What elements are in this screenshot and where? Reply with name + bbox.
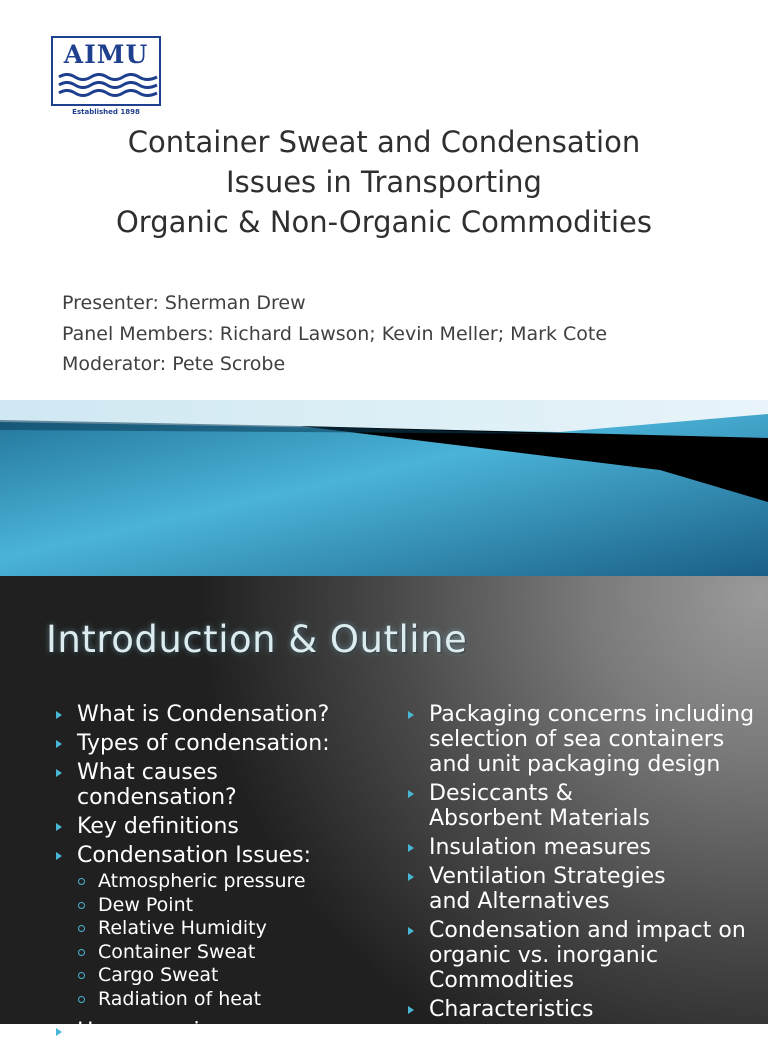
bullet-icon: [56, 823, 62, 831]
circle-bullet-icon: [78, 949, 85, 956]
bullet-icon: [408, 927, 414, 935]
title-line: Container Sweat and Condensation: [127, 125, 641, 159]
outline-item: Characteristics: [408, 997, 758, 1022]
outline-subitem: Dew Point: [56, 894, 386, 918]
outline-subitem: Atmospheric pressure: [56, 870, 386, 894]
bullet-icon: [408, 873, 414, 881]
circle-bullet-icon: [78, 972, 85, 979]
bullet-icon: [56, 740, 62, 748]
outline-subitem: Container Sweat: [56, 941, 386, 965]
bullet-icon: [56, 852, 62, 860]
presenter: Presenter: Sherman Drew: [62, 292, 306, 314]
outline-subitem: Radiation of heat: [56, 988, 386, 1012]
title-line: Organic & Non-Organic Commodities: [115, 205, 653, 239]
outline-slide: [0, 576, 768, 1044]
outline-item: What causes condensation?: [56, 760, 266, 810]
bullet-icon: [56, 711, 62, 719]
outline-item: Key definitions: [56, 814, 386, 839]
outline-subitem: Cargo Sweat: [56, 964, 386, 988]
outline-subitem: Relative Humidity: [56, 917, 386, 941]
slide-title: [20, 122, 748, 242]
bullet-icon: [408, 844, 414, 852]
logo-established: Established 1898: [72, 108, 140, 116]
bullet-icon: [408, 711, 414, 719]
circle-bullet-icon: [78, 878, 85, 885]
outline-item: What is Condensation?: [56, 702, 386, 727]
aimu-logo: [51, 36, 161, 106]
bullet-icon: [56, 769, 62, 777]
bullet-icon: [408, 1006, 414, 1014]
outline-item: Insulation measures: [408, 835, 758, 860]
outline-right-column: [408, 702, 758, 1026]
bullet-icon: [56, 1028, 62, 1036]
outline-item: Types of condensation:: [56, 731, 386, 756]
outline-title: Introduction & Outline: [46, 618, 468, 661]
decorative-band: [0, 400, 768, 576]
outline-item: Condensation and impact on organic vs. inorganic Commodities: [408, 918, 758, 993]
circle-bullet-icon: [78, 902, 85, 909]
circle-bullet-icon: [78, 925, 85, 932]
outline-left-column: [56, 702, 386, 1048]
circle-bullet-icon: [78, 996, 85, 1003]
outline-item: Desiccants & Absorbent Materials: [408, 781, 688, 831]
logo-text: AIMU: [63, 40, 149, 69]
people-list: [62, 288, 607, 380]
moderator: Moderator: Pete Scrobe: [62, 353, 286, 375]
waves-icon: [57, 72, 159, 102]
outline-item: Condensation Issues:: [56, 843, 386, 868]
outline-item: Hygroscopic: [56, 1019, 386, 1044]
panel-members: Panel Members: Richard Lawson; Kevin Meller; Mark Cote: [62, 322, 608, 345]
outline-item: Packaging concerns including selection of sea containers and unit packaging design: [408, 702, 758, 777]
outline-item: Ventilation Strategies and Alternatives: [408, 864, 708, 914]
title-line: Issues in Transporting: [226, 165, 542, 199]
bullet-icon: [408, 790, 414, 798]
